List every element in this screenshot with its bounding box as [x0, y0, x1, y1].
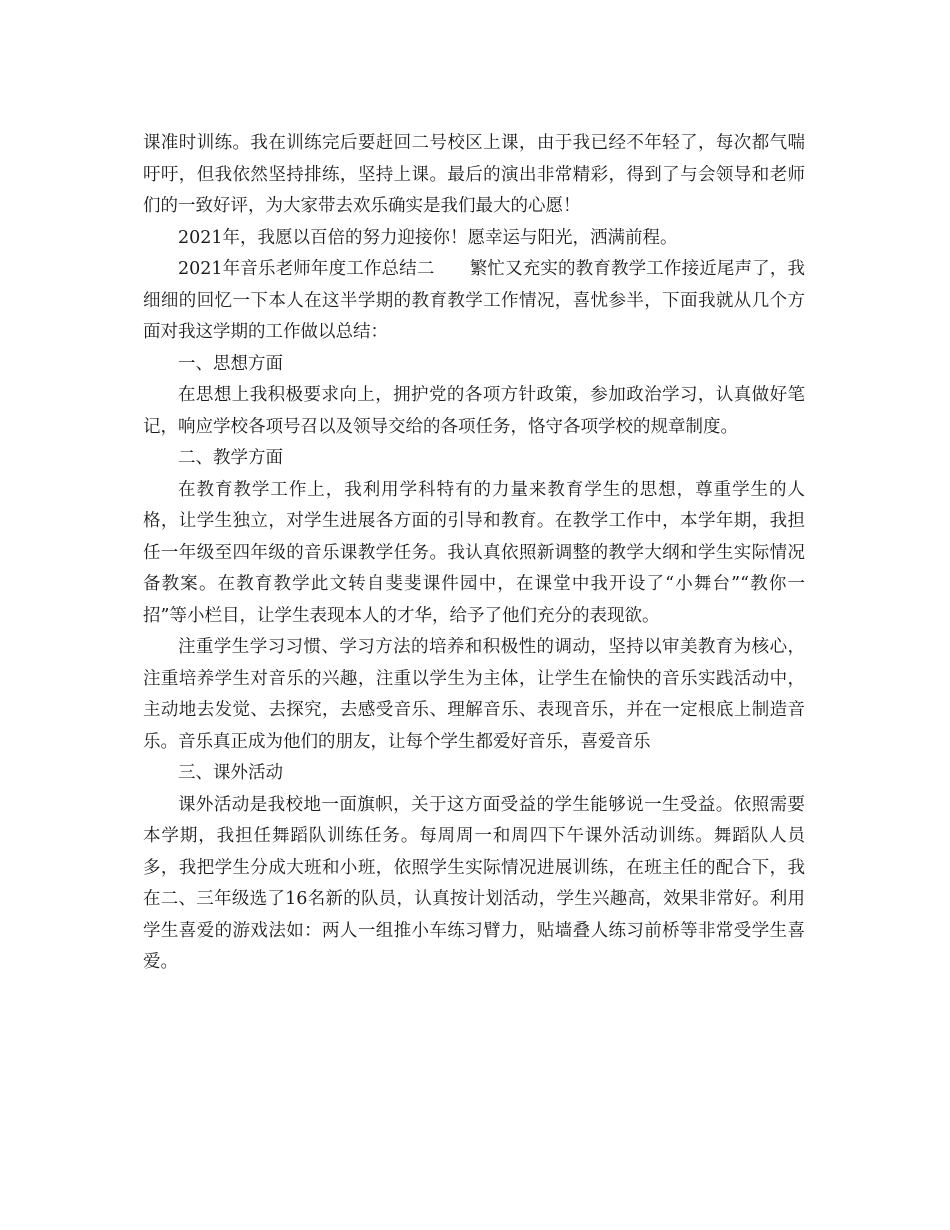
paragraph-continuation: 课准时训练。我在训练完后要赶回二号校区上课，由于我已经不年轻了，每次都气喘吁吁，但我依然坚持排练，坚持上课。最后的演出非常精彩，得到了与会领导和老师们的一致好评，为大家带去欢乐确实是我们最大的心愿！ — [143, 133, 805, 216]
paragraph-activities: 课外活动是我校地一面旗帜，关于这方面受益的学生能够说一生受益。依照需要本学期，我担任舞蹈队训练任务。每周周一和周四下午课外活动训练。舞蹈队人员多，我把学生分成大班和小班，依照学生实际情况进展训练，在班主任的配合下，我在二、三年级选了16名新的队员，认真按计划活动，学生兴趣高，效果非常好。利用学生喜爱的游戏法如：两人一组推小车练习臂力，贴墙叠人练习前桥等非常受学生喜爱。 — [143, 794, 805, 972]
paragraph-summary-intro: 2021年音乐老师年度工作总结二 繁忙又充实的教育教学工作接近尾声了，我细细的回忆一下本人在这半学期的教育教学工作情况，喜忧参半，下面我就从几个方面对我这学期的工作做以总结： — [143, 259, 805, 342]
section-heading-activities: 三、课外活动 — [178, 763, 283, 783]
paragraph-teaching: 在教育教学工作上，我利用学科特有的力量来教育学生的思想，尊重学生的人格，让学生独立，对学生进展各方面的引导和教育。在教学工作中，本学年期，我担任一年级至四年级的音乐课教学任务。我认真依照新调整的教学大纲和学生实际情况备教案。在教育教学此文转自斐斐课件园中，在课堂中我开设了“小舞台”“教你一招”等小栏目，让学生表现本人的才华，给予了他们充分的表现欲。 — [143, 479, 805, 626]
section-heading-teaching: 二、教学方面 — [178, 448, 283, 468]
paragraph-thought: 在思想上我积极要求向上，拥护党的各项方针政策，参加政治学习，认真做好笔记，响应学校各项号召以及领导交给的各项任务，恪守各项学校的规章制度。 — [143, 385, 805, 437]
paragraph-learning-habits: 注重学生学习习惯、学习方法的培养和积极性的调动，坚持以审美教育为核心，注重培养学生对音乐的兴趣，注重以学生为主体，让学生在愉快的音乐实践活动中，主动地去发觉、去探究，去感受音乐、理解音乐、表现音乐，并在一定根底上制造音乐。音乐真正成为他们的朋友，让每个学生都爱好音乐，喜爱音乐 — [143, 637, 805, 752]
section-heading-thought: 一、思想方面 — [178, 353, 283, 374]
paragraph-new-year-wish: 2021年，我愿以百倍的努力迎接你！愿幸运与阳光，洒满前程。 — [178, 227, 678, 248]
document-body — [143, 128, 805, 979]
